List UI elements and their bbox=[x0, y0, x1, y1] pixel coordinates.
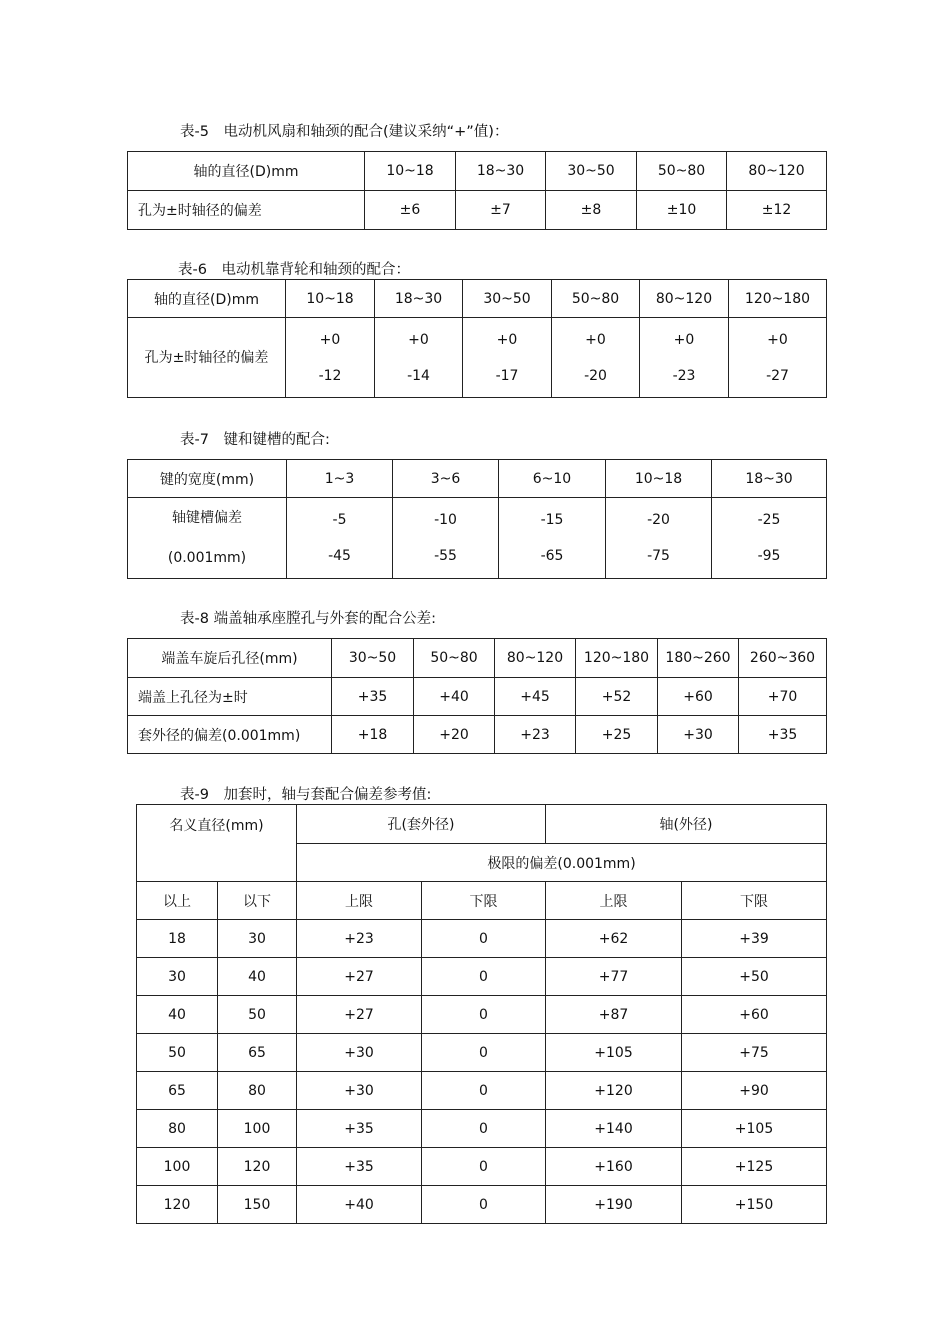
table9-cell: +35 bbox=[297, 1148, 422, 1186]
table6-upper: +0 bbox=[673, 331, 695, 348]
table9-cell: 0 bbox=[422, 1034, 546, 1072]
table-row bbox=[137, 958, 827, 996]
table9-cell: +125 bbox=[682, 1148, 827, 1186]
table9-cell: +87 bbox=[546, 996, 682, 1034]
table6-caption: 表-6 电动机靠背轮和轴颈的配合： bbox=[178, 262, 410, 278]
table8-row3-label: 套外径的偏差(0.001mm) bbox=[128, 716, 332, 754]
table9-cell: +23 bbox=[297, 920, 422, 958]
table7-lower: -65 bbox=[540, 548, 564, 564]
table7-upper: -5 bbox=[332, 512, 347, 528]
table5-dev: ±12 bbox=[727, 191, 827, 230]
table6-size: 50~80 bbox=[552, 280, 640, 318]
table9-cell: +90 bbox=[682, 1072, 827, 1110]
table9-below-header: 以下 bbox=[218, 882, 297, 920]
table5-size: 50~80 bbox=[637, 152, 727, 191]
table7-size: 1~3 bbox=[287, 460, 393, 498]
table7-lower: -45 bbox=[328, 548, 351, 564]
table9-cell: +30 bbox=[297, 1034, 422, 1072]
table8-row2-value: +60 bbox=[658, 678, 739, 716]
table6-lower: -12 bbox=[318, 367, 342, 384]
table6-dev-cell bbox=[640, 318, 729, 398]
table9-cell: +77 bbox=[546, 958, 682, 996]
table7-size: 6~10 bbox=[499, 460, 606, 498]
table5-size: 10~18 bbox=[365, 152, 456, 191]
table7-size: 3~6 bbox=[393, 460, 499, 498]
table8 bbox=[127, 638, 827, 754]
table9-cell: 18 bbox=[137, 920, 218, 958]
table7-dev-cell bbox=[499, 498, 606, 579]
table9-cell: 150 bbox=[218, 1186, 297, 1224]
table9-shaft-upper-header: 上限 bbox=[546, 882, 682, 920]
table9-cell: +105 bbox=[682, 1110, 827, 1148]
table9-header-row3 bbox=[137, 882, 827, 920]
table6-dev-cell bbox=[729, 318, 827, 398]
table7-size: 18~30 bbox=[712, 460, 827, 498]
table7-dev-cell bbox=[287, 498, 393, 579]
table-row bbox=[137, 920, 827, 958]
table9-cell: +120 bbox=[546, 1072, 682, 1110]
table9-cell: 0 bbox=[422, 1148, 546, 1186]
table9-cell: 50 bbox=[137, 1034, 218, 1072]
table8-row2-value: +70 bbox=[739, 678, 827, 716]
table5-dev-label: 孔为±时轴径的偏差 bbox=[128, 191, 365, 230]
table9-cell: +75 bbox=[682, 1034, 827, 1072]
table9-cell: +30 bbox=[297, 1072, 422, 1110]
table9-cell: +160 bbox=[546, 1148, 682, 1186]
table9-nominal-header: 名义直径(mm) bbox=[137, 805, 297, 882]
table8-row3-value: +18 bbox=[332, 716, 414, 754]
table5-caption: 表-5 电动机风扇和轴颈的配合(建议采纳“+”值)： bbox=[180, 124, 509, 140]
table6-dev-cell bbox=[375, 318, 463, 398]
table9-cell: 50 bbox=[218, 996, 297, 1034]
table9-cell: +60 bbox=[682, 996, 827, 1034]
table9-cell: 100 bbox=[137, 1148, 218, 1186]
table7-lower: -55 bbox=[434, 548, 457, 564]
table7-dev-cell bbox=[606, 498, 712, 579]
table9 bbox=[136, 804, 827, 1224]
table9-cell: +35 bbox=[297, 1110, 422, 1148]
table6-upper: +0 bbox=[496, 331, 518, 348]
table6-upper: +0 bbox=[585, 331, 606, 348]
table9-cell: 30 bbox=[218, 920, 297, 958]
table9-cell: +190 bbox=[546, 1186, 682, 1224]
table8-sleeve-row bbox=[128, 716, 827, 754]
table9-above-header: 以上 bbox=[137, 882, 218, 920]
table9-hole-lower-header: 下限 bbox=[422, 882, 546, 920]
table6 bbox=[127, 279, 827, 398]
table5-header-row bbox=[128, 152, 827, 191]
table9-cell: +62 bbox=[546, 920, 682, 958]
table7-row-label: 键的宽度(mm) bbox=[128, 460, 287, 498]
table9-caption: 表-9 加套时，轴与套配合偏差参考值: bbox=[180, 787, 432, 803]
table-row bbox=[137, 996, 827, 1034]
table7 bbox=[127, 459, 827, 579]
table5-size: 80~120 bbox=[727, 152, 827, 191]
table9-hole-upper-header: 上限 bbox=[297, 882, 422, 920]
table9-cell: +27 bbox=[297, 996, 422, 1034]
table8-row2-value: +52 bbox=[576, 678, 658, 716]
table9-shaft-header: 轴(外径) bbox=[546, 805, 827, 844]
table9-cell: 0 bbox=[422, 1186, 546, 1224]
table7-size: 10~18 bbox=[606, 460, 712, 498]
table9-cell: 100 bbox=[218, 1110, 297, 1148]
table7-header-row bbox=[128, 460, 827, 498]
table7-dev-label-line1: 轴键槽偏差 bbox=[172, 510, 242, 526]
table9-cell: +27 bbox=[297, 958, 422, 996]
table9-cell: 0 bbox=[422, 920, 546, 958]
table8-row3-value: +23 bbox=[495, 716, 576, 754]
table5-dev-row bbox=[128, 191, 827, 230]
table7-dev-label bbox=[128, 498, 287, 579]
table6-size: 18~30 bbox=[375, 280, 463, 318]
table8-row2-value: +35 bbox=[332, 678, 414, 716]
table6-dev-cell bbox=[552, 318, 640, 398]
table9-cell: 40 bbox=[137, 996, 218, 1034]
table9-cell: 0 bbox=[422, 1072, 546, 1110]
table8-size: 120~180 bbox=[576, 639, 658, 678]
table7-lower: -95 bbox=[757, 548, 781, 564]
table9-header-row1 bbox=[137, 805, 827, 844]
table9-cell: +39 bbox=[682, 920, 827, 958]
table9-cell: 40 bbox=[218, 958, 297, 996]
table9-cell: +40 bbox=[297, 1186, 422, 1224]
table7-upper: -15 bbox=[540, 512, 564, 528]
table8-row3-value: +25 bbox=[576, 716, 658, 754]
table7-dev-cell bbox=[712, 498, 827, 579]
table9-cell: +50 bbox=[682, 958, 827, 996]
table8-size: 180~260 bbox=[658, 639, 739, 678]
table6-upper: +0 bbox=[767, 331, 788, 348]
table7-upper: -10 bbox=[434, 512, 457, 528]
table7-dev-label-line2: (0.001mm) bbox=[167, 550, 247, 566]
table9-hole-header: 孔(套外径) bbox=[297, 805, 546, 844]
table6-upper: +0 bbox=[319, 331, 341, 348]
table8-row3-value: +35 bbox=[739, 716, 827, 754]
table5-dev: ±8 bbox=[546, 191, 637, 230]
table9-cell: +105 bbox=[546, 1034, 682, 1072]
table6-lower: -20 bbox=[584, 367, 607, 384]
table5-dev: ±6 bbox=[365, 191, 456, 230]
table9-cell: 0 bbox=[422, 958, 546, 996]
table-row bbox=[137, 1072, 827, 1110]
table6-lower: -14 bbox=[407, 367, 430, 384]
table7-upper: -20 bbox=[647, 512, 670, 528]
table6-size: 30~50 bbox=[463, 280, 552, 318]
table9-cell: 65 bbox=[218, 1034, 297, 1072]
table5-size: 18~30 bbox=[456, 152, 546, 191]
table6-dev-cell bbox=[286, 318, 375, 398]
table-row bbox=[137, 1186, 827, 1224]
table6-size: 10~18 bbox=[286, 280, 375, 318]
table9-cell: 30 bbox=[137, 958, 218, 996]
table6-size: 120~180 bbox=[729, 280, 827, 318]
table6-dev-row bbox=[128, 318, 827, 398]
table6-header-row bbox=[128, 280, 827, 318]
table8-row2-label: 端盖上孔径为±时 bbox=[128, 678, 332, 716]
table8-row-label: 端盖车旋后孔径(mm) bbox=[128, 639, 332, 678]
table6-lower: -17 bbox=[495, 367, 519, 384]
table6-dev-label: 孔为±时轴径的偏差 bbox=[128, 318, 286, 398]
table8-size: 50~80 bbox=[414, 639, 495, 678]
table8-size: 80~120 bbox=[495, 639, 576, 678]
table6-lower: -23 bbox=[672, 367, 696, 384]
table-row bbox=[137, 1148, 827, 1186]
table9-cell: 80 bbox=[218, 1072, 297, 1110]
table6-lower: -27 bbox=[766, 367, 789, 384]
table8-size: 260~360 bbox=[739, 639, 827, 678]
table6-dev-cell bbox=[463, 318, 552, 398]
table7-dev-cell bbox=[393, 498, 499, 579]
table8-header-row bbox=[128, 639, 827, 678]
table-row bbox=[137, 1034, 827, 1072]
table9-cell: 120 bbox=[137, 1186, 218, 1224]
table7-lower: -75 bbox=[647, 548, 670, 564]
table5-row-label: 轴的直径(D)mm bbox=[128, 152, 365, 191]
table9-cell: 80 bbox=[137, 1110, 218, 1148]
table9-cell: 0 bbox=[422, 1110, 546, 1148]
table5-dev: ±10 bbox=[637, 191, 727, 230]
table8-row2-value: +40 bbox=[414, 678, 495, 716]
table6-upper: +0 bbox=[408, 331, 429, 348]
table9-shaft-lower-header: 下限 bbox=[682, 882, 827, 920]
table5-size: 30~50 bbox=[546, 152, 637, 191]
table-row bbox=[137, 1110, 827, 1148]
table9-cell: +140 bbox=[546, 1110, 682, 1148]
table8-row3-value: +30 bbox=[658, 716, 739, 754]
table8-row2-value: +45 bbox=[495, 678, 576, 716]
table5-dev: ±7 bbox=[456, 191, 546, 230]
table9-limit-header: 极限的偏差(0.001mm) bbox=[297, 844, 827, 882]
table8-caption: 表-8 端盖轴承座膛孔与外套的配合公差: bbox=[180, 611, 436, 627]
table6-row-label: 轴的直径(D)mm bbox=[128, 280, 286, 318]
table8-hole-row bbox=[128, 678, 827, 716]
table7-caption: 表-7 键和键槽的配合: bbox=[180, 432, 330, 448]
table6-size: 80~120 bbox=[640, 280, 729, 318]
table8-size: 30~50 bbox=[332, 639, 414, 678]
table9-cell: +150 bbox=[682, 1186, 827, 1224]
table8-row3-value: +20 bbox=[414, 716, 495, 754]
table9-cell: 0 bbox=[422, 996, 546, 1034]
table9-cell: 65 bbox=[137, 1072, 218, 1110]
table9-cell: 120 bbox=[218, 1148, 297, 1186]
table5 bbox=[127, 151, 827, 230]
table7-dev-row bbox=[128, 498, 827, 579]
table7-upper: -25 bbox=[757, 512, 781, 528]
